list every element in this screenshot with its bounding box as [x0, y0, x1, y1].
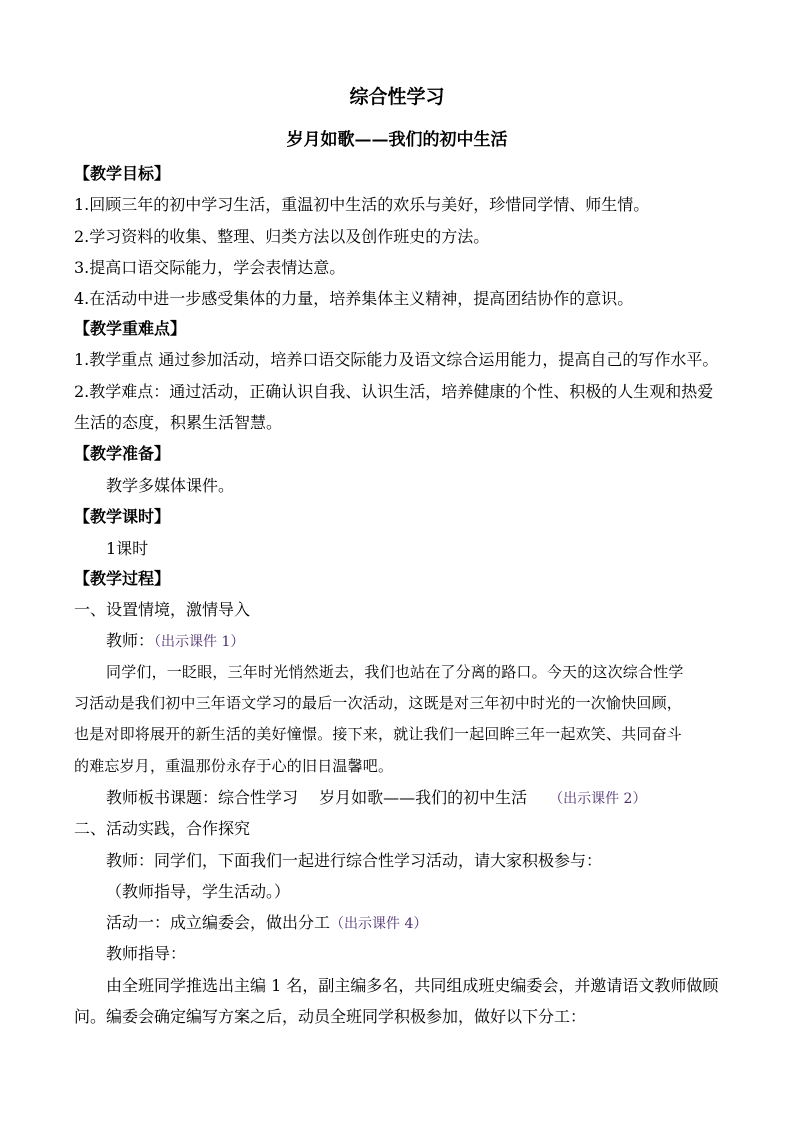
intro-paragraph-line-4: 的难忘岁月，重温那份永存于心的旧日温馨吧。: [74, 757, 394, 775]
teacher-instruction: 教师：同学们，下面我们一起进行综合性学习活动，请大家积极参与：: [106, 851, 603, 870]
show-slide-2: （出示课件 2）: [549, 791, 647, 807]
goal-item-4: 4.在活动中进一步感受集体的力量，培养集体主义精神，提高团结协作的意识。: [74, 289, 634, 308]
intro-paragraph-line-2: 习活动是我们初中三年语文学习的最后一次活动，这既是对三年初中时光的一次愉快回顾，: [74, 694, 683, 712]
preparation-item: 教学多媒体课件。: [106, 476, 235, 495]
goal-item-2: 2.学习资料的收集、整理、归类方法以及创作班史的方法。: [74, 227, 490, 246]
intro-paragraph-line-3: 也是对即将展开的新生活的美好憧憬。接下来，就让我们一起回眸三年一起欢笑、共同奋斗: [74, 725, 683, 743]
goal-item-1: 1.回顾三年的初中学习生活，重温初中生活的欢乐与美好，珍惜同学情、师生情。: [74, 195, 650, 214]
section-1-title: 一、设置情境，激情导入: [74, 600, 251, 619]
board-title-line: [106, 787, 646, 810]
heading-goals: 【教学目标】: [74, 164, 171, 183]
class-hours-value: 1课时: [106, 539, 149, 558]
activity-1-title: 活动一：成立编委会，做出分工: [106, 913, 331, 932]
key-point-2: 2.教学难点：通过活动，正确认识自我、认识生活，培养健康的个性、积极的人生观和热爱: [74, 382, 714, 401]
show-slide-4: （出示课件 4）: [330, 916, 428, 932]
teacher-guide-label: 教师指导：: [106, 944, 187, 963]
heading-preparation: 【教学准备】: [74, 444, 171, 463]
heading-key-points: 【教学重难点】: [74, 319, 187, 338]
intro-paragraph-line-1: 同学们，一眨眼，三年时光悄然逝去，我们也站在了分离的路口。今天的这次综合性学: [106, 663, 684, 681]
section-2-title: 二、活动实践，合作探究: [74, 819, 251, 838]
key-point-2-cont: 生活的态度，积累生活智慧。: [74, 413, 283, 432]
heading-process: 【教学过程】: [74, 569, 171, 588]
key-point-1: 1.教学重点 通过参加活动，培养口语交际能力及语文综合运用能力，提高自己的写作水平。: [74, 350, 719, 369]
heading-class-hours: 【教学课时】: [74, 507, 171, 526]
doc-subtitle: 岁月如歌——我们的初中生活: [286, 130, 508, 150]
doc-title: 综合性学习: [349, 86, 445, 108]
activity-1-line: [106, 912, 427, 935]
show-slide-1: （出示课件 1）: [154, 634, 245, 650]
goal-item-3: 3.提高口语交际能力，学会表情达意。: [74, 258, 346, 277]
board-title: 教师板书课题：综合性学习 岁月如歌——我们的初中生活: [106, 788, 528, 807]
guide-paragraph-line-1: 由全班同学推选出主编 1 名，副主编多名，共同组成班史编委会，并邀请语文教师做顾: [106, 976, 719, 995]
guide-paragraph-line-2: 问。编委会确定编写方案之后，动员全班同学积极参加，做好以下分工：: [74, 1007, 587, 1026]
guide-note: （教师指导，学生活动。）: [106, 882, 291, 901]
teacher-label: 教师：: [106, 631, 155, 650]
teacher-intro-line: [106, 630, 244, 653]
